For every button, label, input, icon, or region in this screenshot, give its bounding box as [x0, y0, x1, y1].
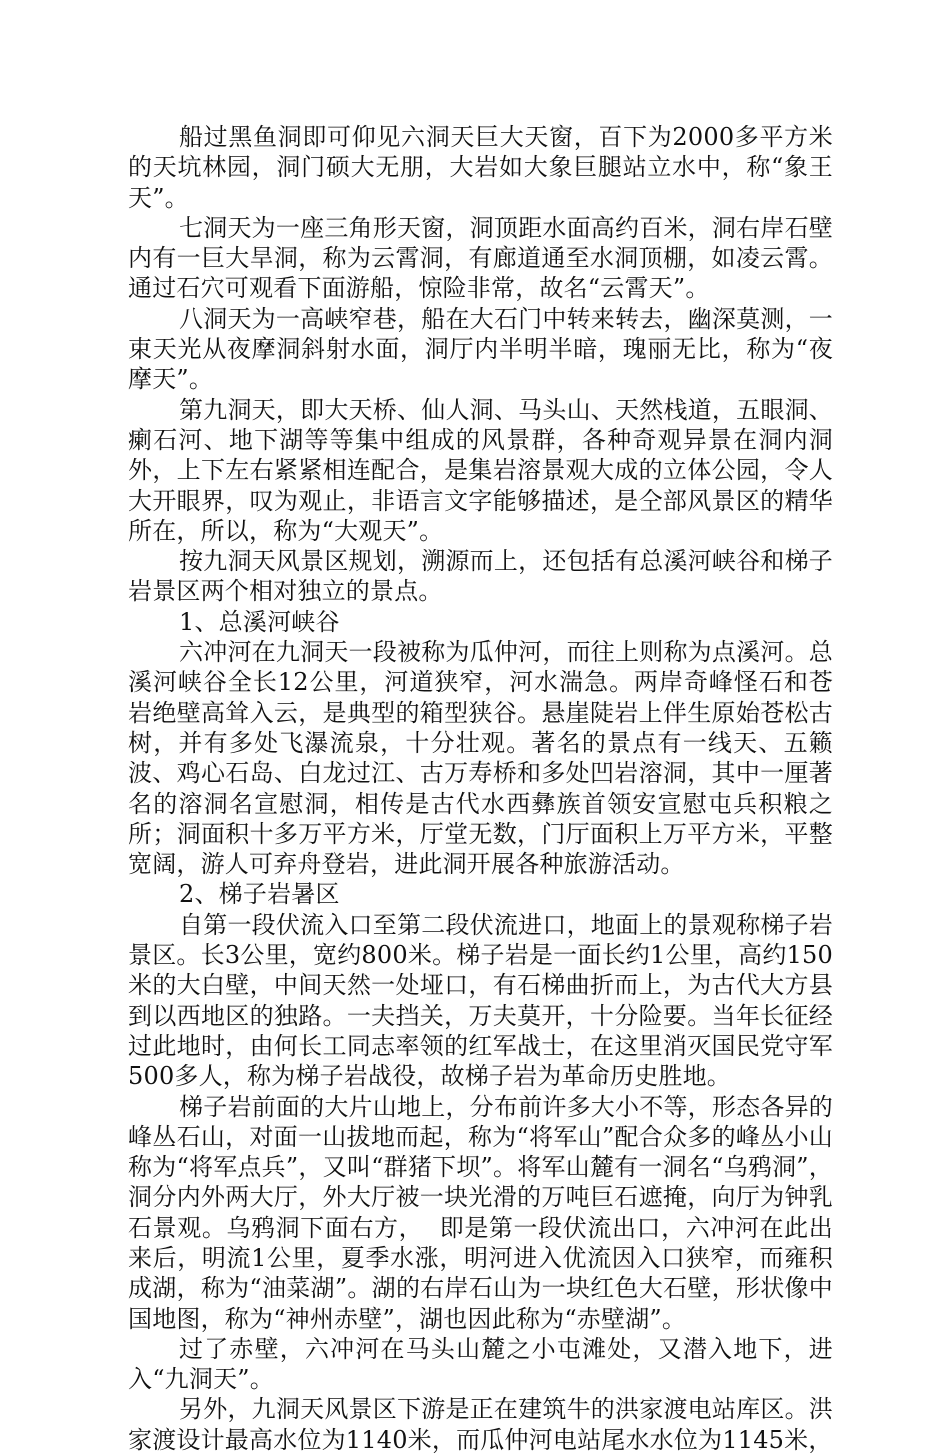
paragraph-10: 另外，九洞天风景区下游是正在建筑牛的洪家渡电站库区。洪家渡设计最高水位为1140米，而瓜仲河电站尾水水位为1145米， — [128, 1395, 833, 1454]
paragraph-2: 七洞天为一座三角形天窗，洞顶距水面高约百米，洞右岸石壁内有一巨大旱洞，称为云霄洞，有廊道通至水洞顶棚，如凌云霄。通过石穴可观看下面游船，惊险非常，故名“云霄天”。 — [128, 213, 833, 303]
paragraph-8: 梯子岩前面的大片山地上，分布前许多大小不等，形态各异的峰丛石山，对面一山拔地而起，称为“将军山”配合众多的峰丛小山称为“将军点兵”，又叫“群猪下坝”。将军山麓有一洞名“乌鸦洞”，洞分内外两大厅，外大厅被一块光滑的万吨巨石遮掩，向厅为钟乳石景观。乌鸦洞下面右方， 即是第一段伏流出口，六冲河在此出来后，明流1公里，夏季水涨，明河进入优流因入口狭窄，而雍积成湖，称为“油菜湖”。湖的右岸石山为一块红色大石壁，形状像中国地图，称为“神州赤壁”，湖也因此称为“赤壁湖”。 — [128, 1092, 833, 1333]
paragraph-7: 自第一段伏流入口至第二段伏流进口，地面上的景观称梯子岩景区。长3公里，宽约800米。梯子岩是一面长约1公里，高约150米的大白壁，中间天然一处垭口，有石梯曲折而上，为古代大方县到以西地区的独路。一夫挡关，万夫莫开，十分险要。当年长征经过此地时，由何长工同志率领的红军战士，在这里消灭国民党守军500多人，称为梯子岩战役，故梯子岩为革命历史胜地。 — [128, 910, 833, 1091]
paragraph-6: 六冲河在九洞天一段被称为瓜仲河，而往上则称为点溪河。总溪河峡谷全长12公里，河道狭窄，河水湍急。两岸奇峰怪石和苍岩绝壁高耸入云，是典型的箱型狭谷。悬崖陡岩上伴生原始苍松古树，并有多处飞瀑流泉，十分壮观。著名的景点有一线天、五籁波、鸡心石岛、白龙过江、古万寿桥和多处凹岩溶洞，其中一厘著名的溶洞名宣慰洞，相传是古代水西彝族首领安宣慰屯兵积粮之所；洞面积十多万平方米，厅堂无数，门厅面积上万平方米，平整宽阔，游人可弃舟登岩，进此洞开展各种旅游活动。 — [128, 638, 833, 879]
section-heading-2: 2、梯子岩暑区 — [179, 880, 340, 909]
body-text — [128, 122, 833, 1455]
paragraph-9: 过了赤壁，六冲河在马头山麓之小屯滩处，又潜入地下，进入“九洞天”。 — [128, 1334, 833, 1394]
paragraph-1: 船过黑鱼洞即可仰见六洞天巨大天窗，百下为2000多平方米的天坑林园，洞门硕大无朋，大岩如大象巨腿站立水中，称“象王天”。 — [128, 123, 833, 212]
paragraph-5: 按九洞天风景区规划，溯源而上，还包括有总溪河峡谷和梯子岩景区两个相对独立的景点。 — [128, 547, 833, 606]
section-heading-1: 1、总溪河峡谷 — [179, 607, 340, 636]
paragraph-4: 第九洞天，即大天桥、仙人洞、马头山、天然栈道，五眼洞、瘌石河、地下湖等等集中组成的风景群，各种奇观异景在洞内洞外，上下左右紧紧相连配合，是集岩溶景观大成的立体公园，令人大开眼界，叹为观止，非语言文字能够描述，是仝部风景区的精华所在，所以，称为“大观天”。 — [128, 395, 833, 545]
paragraph-3: 八洞天为一高峡窄巷，船在大石门中转来转去，幽深莫测，一束天光从夜摩洞斜射水面，洞厅内半明半暗，瑰丽无比，称为“夜摩天”。 — [128, 304, 833, 394]
